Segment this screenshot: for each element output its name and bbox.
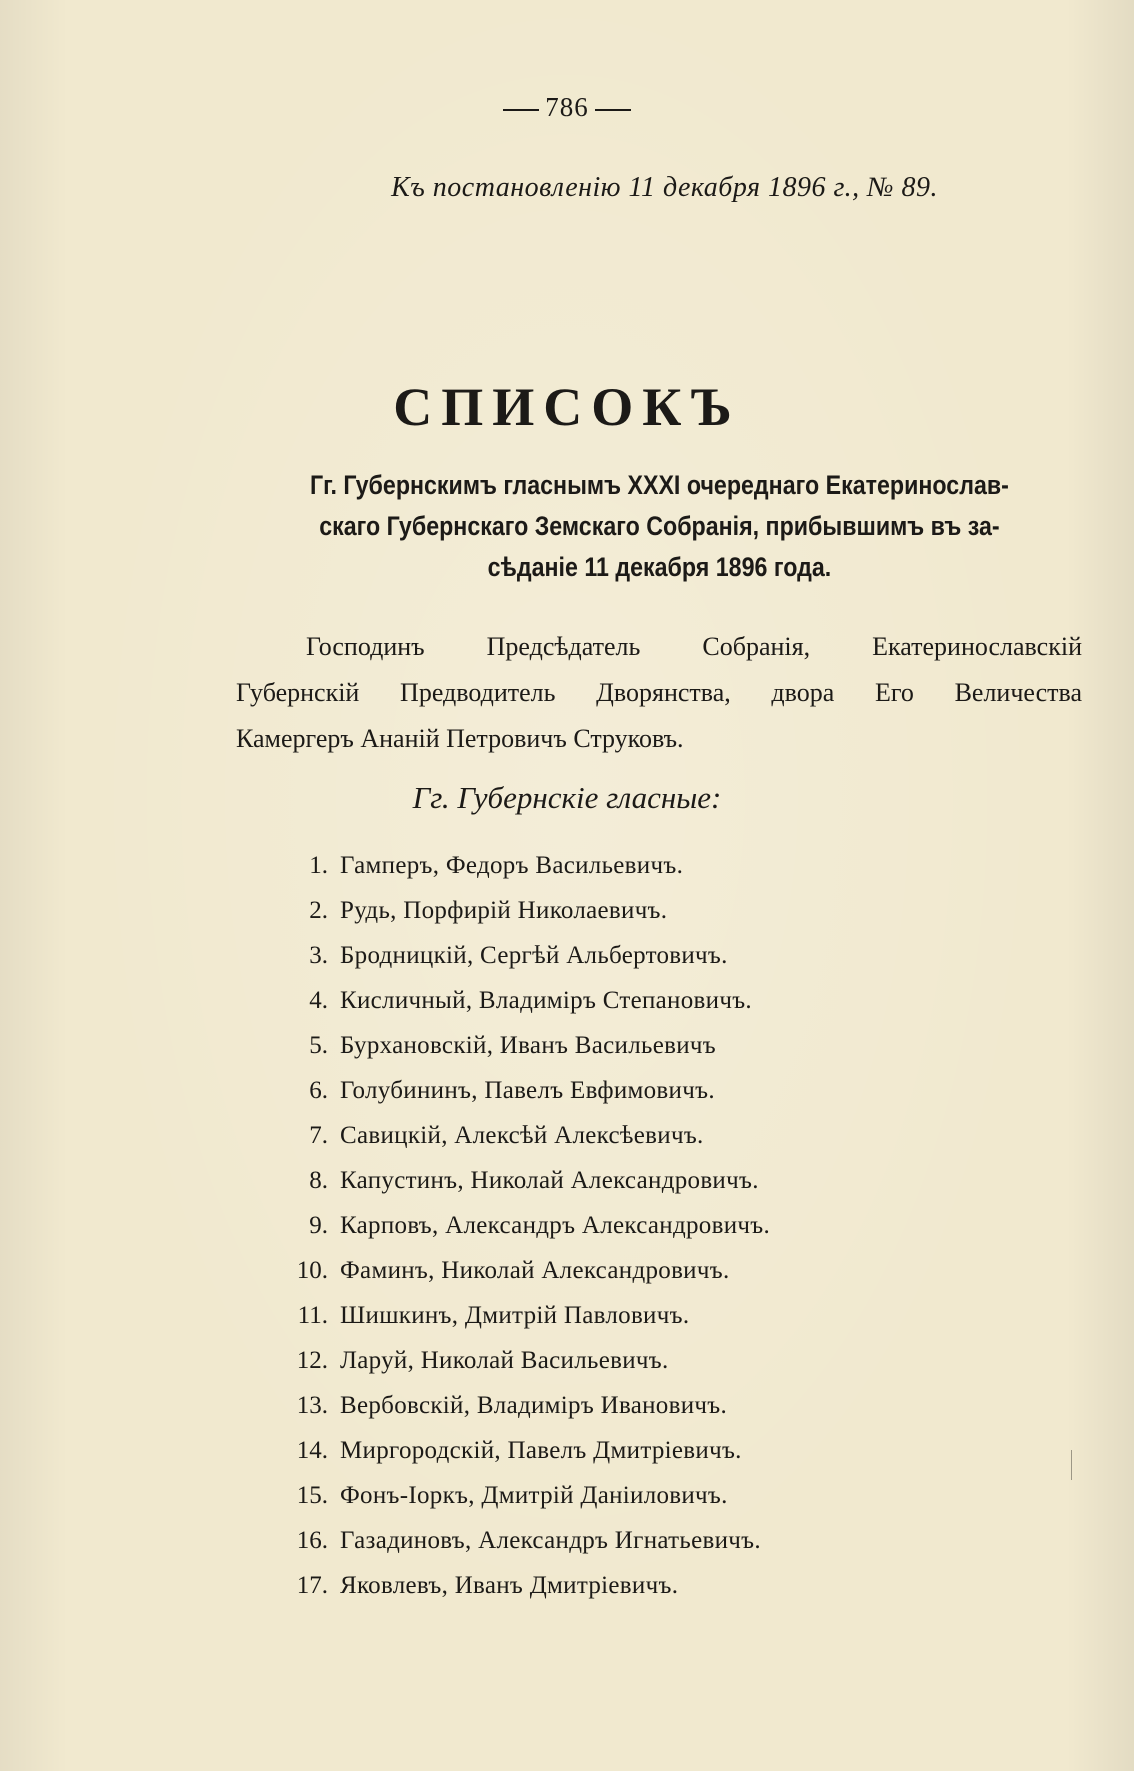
list-item xyxy=(260,1383,770,1428)
list-item-number: 6. xyxy=(309,1077,328,1104)
list-item xyxy=(260,1293,770,1338)
list-item-number: 7. xyxy=(309,1122,328,1149)
list-item-name: Капустинъ, Николай Александровичъ. xyxy=(340,1167,759,1194)
list-item-number: 5. xyxy=(309,1032,328,1059)
list-item-number: 16. xyxy=(296,1527,328,1554)
subtitle-line: сѣданіе 11 декабря 1896 года. xyxy=(487,552,832,582)
list-item xyxy=(260,1068,770,1113)
list-item-name: Фонъ-Іоркъ, Дмитрій Даніиловичъ. xyxy=(340,1482,728,1509)
list-item-name: Кисличный, Владиміръ Степановичъ. xyxy=(340,987,752,1014)
list-item xyxy=(260,1203,770,1248)
list-item-name: Ларуй, Николай Васильевичъ. xyxy=(340,1347,669,1374)
page-number xyxy=(0,92,1134,123)
resolution-reference: Къ постановленію 11 декабря 1896 г., № 89. xyxy=(391,172,938,203)
list-item-name: Савицкій, Алексѣй Алексѣевичъ. xyxy=(340,1122,704,1149)
members-list xyxy=(260,843,770,1608)
document-title: СПИСОКЪ xyxy=(393,377,741,437)
list-item-number: 4. xyxy=(309,987,328,1014)
list-item-name: Рудь, Порфирій Николаевичъ. xyxy=(340,897,668,924)
list-item xyxy=(260,1158,770,1203)
section-heading: Гг. Губернскіе гласные: xyxy=(412,780,722,815)
list-item-name: Бурхановскій, Иванъ Васильевичъ xyxy=(340,1032,716,1059)
list-item-number: 15. xyxy=(296,1482,328,1509)
list-item xyxy=(260,978,770,1023)
list-item-number: 14. xyxy=(296,1437,328,1464)
list-item xyxy=(260,1473,770,1518)
list-item-name: Фаминъ, Николай Александровичъ. xyxy=(340,1257,730,1284)
list-item-number: 13. xyxy=(296,1392,328,1419)
list-item xyxy=(260,888,770,933)
list-item xyxy=(260,843,770,888)
subtitle-line: скаго Губернскаго Земскаго Собранія, прибывшимъ въ за- xyxy=(319,511,1000,541)
list-item-number: 1. xyxy=(309,852,328,879)
list-item-number: 17. xyxy=(296,1572,328,1599)
list-item-name: Газадиновъ, Александръ Игнатьевичъ. xyxy=(340,1527,761,1554)
list-item xyxy=(260,1518,770,1563)
list-item-number: 9. xyxy=(309,1212,328,1239)
list-item-number: 12. xyxy=(296,1347,328,1374)
list-item xyxy=(260,1023,770,1068)
list-item-name: Миргородскій, Павелъ Дмитріевичъ. xyxy=(340,1437,742,1464)
list-item-number: 3. xyxy=(309,942,328,969)
list-item xyxy=(260,1563,770,1608)
list-item-name: Шишкинъ, Дмитрій Павловичъ. xyxy=(340,1302,690,1329)
list-item-number: 8. xyxy=(309,1167,328,1194)
page-number-dash-right xyxy=(595,109,631,111)
page-number-dash-left xyxy=(503,109,539,111)
list-item-name: Гамперъ, Федоръ Васильевичъ. xyxy=(340,852,684,879)
list-item xyxy=(260,933,770,978)
list-item-number: 10. xyxy=(296,1257,328,1284)
list-item-number: 2. xyxy=(309,897,328,924)
list-item xyxy=(260,1248,770,1293)
list-item-name: Яковлевъ, Иванъ Дмитріевичъ. xyxy=(340,1572,679,1599)
page-number-value: 786 xyxy=(545,92,589,122)
chairman-line: Губернскій Предводитель Дворянства, двора Его Величества xyxy=(236,678,1082,707)
list-item-name: Бродницкій, Сергѣй Альбертовичъ. xyxy=(340,942,728,969)
chairman-line: Господинъ Предсѣдатель Собранія, Екатеринославскій xyxy=(306,632,1082,661)
list-item-number: 11. xyxy=(297,1302,328,1329)
page-edge-mark xyxy=(1071,1450,1072,1480)
list-item-name: Вербовскій, Владиміръ Ивановичъ. xyxy=(340,1392,728,1419)
list-item-name: Карповъ, Александръ Александровичъ. xyxy=(340,1212,771,1239)
document-subtitle xyxy=(232,465,1087,588)
list-item xyxy=(260,1338,770,1383)
list-item xyxy=(260,1113,770,1158)
chairman-line: Камергеръ Ананій Петровичъ Струковъ. xyxy=(236,724,684,753)
list-item-name: Голубининъ, Павелъ Евфимовичъ. xyxy=(340,1077,715,1104)
list-item xyxy=(260,1428,770,1473)
subtitle-line: Гг. Губернскимъ гласнымъ XXXI очереднаго Екатеринослав- xyxy=(309,470,1009,500)
chairman-paragraph xyxy=(236,624,1082,762)
